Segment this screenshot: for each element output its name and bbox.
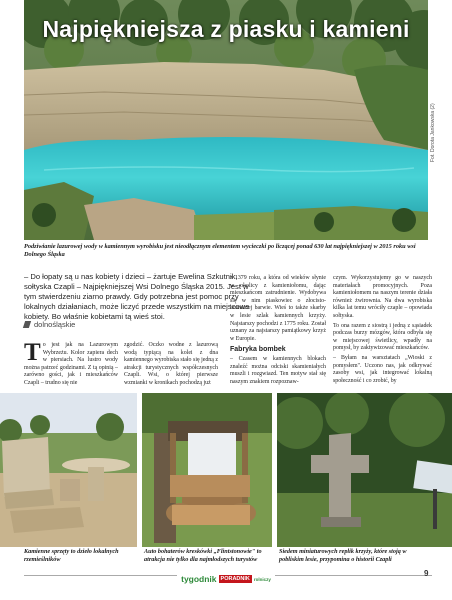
section-marker-icon — [23, 321, 31, 328]
column-3-paragraph-1: z 1379 roku, a która od wieków słynie w okolicy z kamieniołomu, dając mieszkańcom zatrudnienie. Wydobywa się w nim piaskowiec o złocisto-brunatnej barwie. Wieś to także skarby w lesie szlak kamiennych krzyży. Najstarszy pochodzi z 1775 roku. Został uznany za najstarszy pamiątkowy krzyż w Europie. — [230, 275, 326, 342]
photo-caption-3: Siedem miniaturowych replik krzyży, które stoją w pobliskim lesie, przypomina o historii Czapli — [279, 548, 407, 563]
publication-logo: tygodnik PORADNIK rolniczy — [177, 574, 275, 584]
photo-caption-2: Auto bohaterów kreskówki „Flintstonowie" to atrakcja nie tylko dla najmłodszych turystów — [144, 548, 262, 563]
section-label — [24, 320, 75, 329]
photo-flintstones-car — [142, 393, 272, 547]
hero-photo — [24, 0, 428, 240]
lead-paragraph: – Do łopaty są u nas kobiety i dzieci – żartuje Ewelina Szkutnik, sołtyska Czapli – Najpiękniejszej Wsi Dolnego Śląska 2015. Jest w tym stwierdzeniu ziarno prawdy. Gdy potrzebna jest pomoc przy lokalnych działaniach, może liczyć przede wszystkim na miejscowe kobiety. Bo właśnie kobietami tą wieś stoi. — [24, 272, 250, 321]
footer — [0, 569, 452, 587]
article-column-2 — [124, 342, 218, 390]
photo-credit: Fot. Dorota Jankowska (2) — [430, 103, 436, 162]
photo-stone-furniture — [0, 393, 137, 547]
page-title: Najpiękniejsza z piasku i kamieni — [42, 16, 410, 42]
column-4-paragraph-1: czym. Wykorzystujemy go w naszych materiałach promocyjnych. Poza kamieniołomem na naszym terenie działa również żwirownia. Na dwa wyrobiska kilka lat temu wróciły czaple – opowiada sołtyska. — [333, 275, 432, 319]
hero-caption: Podziwianie lazurowej wody w kamiennym wyrobisku jest nieodłącznym elementem wycieczki po liczącej ponad 630 lat najpiękniejszej w 2015 roku wsi Dolnego Śląska — [24, 243, 416, 258]
column-4-paragraph-2: To ona razem z siostrą i jedną z sąsiadek podczas burzy mózgów, która odbyła się w miejscowej świetlicy, wpadły na pomysł, by zaktywizować mieszkańców. — [333, 322, 432, 352]
column-2-text: zgodzić. Oczko wodne z lazurową wodą typiącą na kolei z dna kamiennego wyrobiska stało się jedną z atrakcji turystycznych współczesnych Czapli. Wsi, o której pierwsze wzmianki w kronikach pochodzą już — [124, 342, 218, 386]
column-1-text: o jest jak na Lazurowym Wybrzeżu. Kolor zapiera dech w piersiach. Na lustro wody można patrzeć godzinami. Z tą opinią – zarówno gości, jak i mieszkańców Czapli – trudno się nie — [24, 342, 118, 386]
article-column-3 — [230, 275, 326, 388]
section-label-text: dolnośląskie — [34, 320, 76, 329]
column-4-paragraph-3: – Byłam na warsztatach „Wioski z pomysłem". Uczono nas, jak odkrywać zasoby wsi, jak integrować lokalną społeczność i co zrobić, by — [333, 354, 432, 384]
page-number: 9 — [424, 569, 429, 578]
drop-cap: T — [24, 339, 41, 366]
photo-stone-cross — [277, 393, 452, 547]
article-column-1 — [24, 339, 118, 390]
article-column-4 — [333, 275, 432, 387]
subheading: Fabryka bombek — [230, 346, 286, 354]
photo-caption-1: Kamienne sprzęty to dzieło lokalnych rzemieślników — [24, 548, 119, 563]
column-3-paragraph-2: – Czasem w kamiennych blokach znaleźć można odciski skamieniałych muszli i rozgwiazd. Ten motyw stał się naszym znakiem rozpoznaw- — [230, 355, 326, 385]
